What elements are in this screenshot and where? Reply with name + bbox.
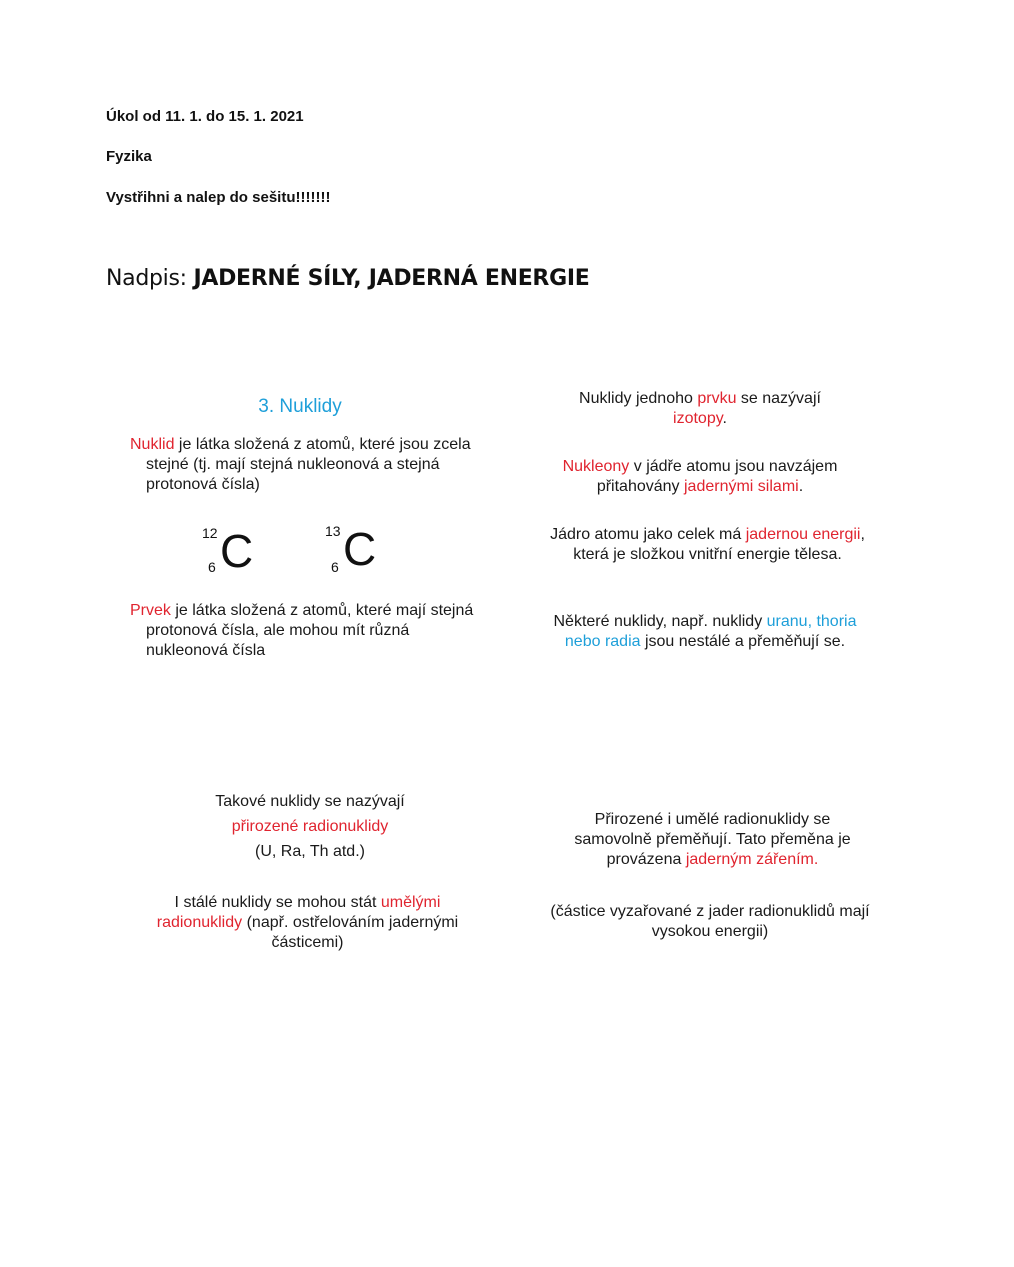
text: . — [722, 410, 727, 427]
prvek-text: je látka složená z atomů, které mají stejná protonová čísla, ale mohou mít různá nukleonová čísla — [146, 602, 474, 659]
nuklid-term: Nuklid — [130, 436, 175, 453]
castice-note: (částice vyzařované z jader radionuklidů mají vysokou energii) — [550, 903, 870, 940]
term-izotopy: izotopy — [673, 410, 723, 427]
umele-radionuklidy-paragraph — [150, 893, 465, 953]
term-umele-radionuklidy: umělými radionuklidy — [156, 894, 441, 931]
instruction-text: Vystřihni a nalep do sešitu!!!!!!! — [106, 189, 331, 206]
text: v jádře atomu jsou navzájem přitahovány — [596, 458, 838, 495]
term-nukleony: Nukleony — [562, 458, 630, 475]
nuklid-text: je látka složená z atomů, které jsou zcela stejné (tj. mají stejná nukleonová a stejná protonová čísla) — [146, 436, 471, 493]
element-symbol: C — [220, 525, 254, 577]
text: Takové nuklidy se nazývají — [215, 793, 405, 810]
term-uran-thorium-radium: uranu, thoria nebo radia — [564, 613, 857, 650]
text: I stálé nuklidy se mohou stát — [174, 894, 381, 911]
text: se nazývají — [736, 390, 821, 407]
jaderne-zareni-paragraph — [555, 810, 870, 870]
atomic-number: 6 — [208, 559, 216, 575]
nestale-nuklidy-paragraph — [545, 612, 865, 652]
term-jaderna-energie: jadernou energii — [745, 526, 861, 543]
page-heading — [106, 266, 589, 291]
izotopy-paragraph — [545, 389, 855, 429]
heading-prefix: Nadpis: — [106, 266, 194, 291]
term-prvku: prvku — [697, 390, 737, 407]
term-jaderne-zareni: jaderným zářením. — [685, 851, 819, 868]
element-symbol: C — [343, 523, 377, 575]
prvek-definition — [130, 601, 486, 661]
term-jaderne-sily: jadernými silami — [684, 478, 799, 495]
slide-title: 3. Nuklidy — [258, 396, 342, 417]
nuklid-definition — [130, 435, 491, 495]
text: Jádro atomu jako celek má — [550, 526, 746, 543]
atomic-number: 6 — [331, 559, 339, 575]
text: Některé nuklidy, např. nuklidy — [553, 613, 767, 630]
assignment-date: Úkol od 11. 1. do 15. 1. 2021 — [106, 108, 304, 125]
term-prirozene-radionuklidy: přirozené radionuklidy — [231, 818, 389, 835]
jaderna-energie-paragraph — [540, 525, 875, 565]
mass-number: 12 — [202, 525, 218, 541]
text: Nuklidy jednoho — [579, 390, 698, 407]
nukleony-paragraph — [530, 457, 870, 497]
text: . — [798, 478, 804, 495]
prvek-term: Prvek — [130, 602, 171, 619]
text: Přirozené i umělé radionuklidy se samovolně přeměňují. Tato přeměna je provázena — [574, 811, 851, 868]
text: (např. ostřelováním jadernými částicemi) — [242, 914, 459, 951]
text: jsou nestálé a přeměňují se. — [640, 633, 846, 650]
prirozene-radionuklidy-paragraph — [160, 789, 460, 864]
mass-number: 13 — [325, 523, 341, 539]
subject-label: Fyzika — [106, 148, 152, 165]
text: , která je složkou vnitřní energie tělesa. — [573, 526, 865, 563]
heading-title: JADERNÉ SÍLY, JADERNÁ ENERGIE — [193, 266, 590, 291]
text: (U, Ra, Th atd.) — [255, 843, 365, 860]
